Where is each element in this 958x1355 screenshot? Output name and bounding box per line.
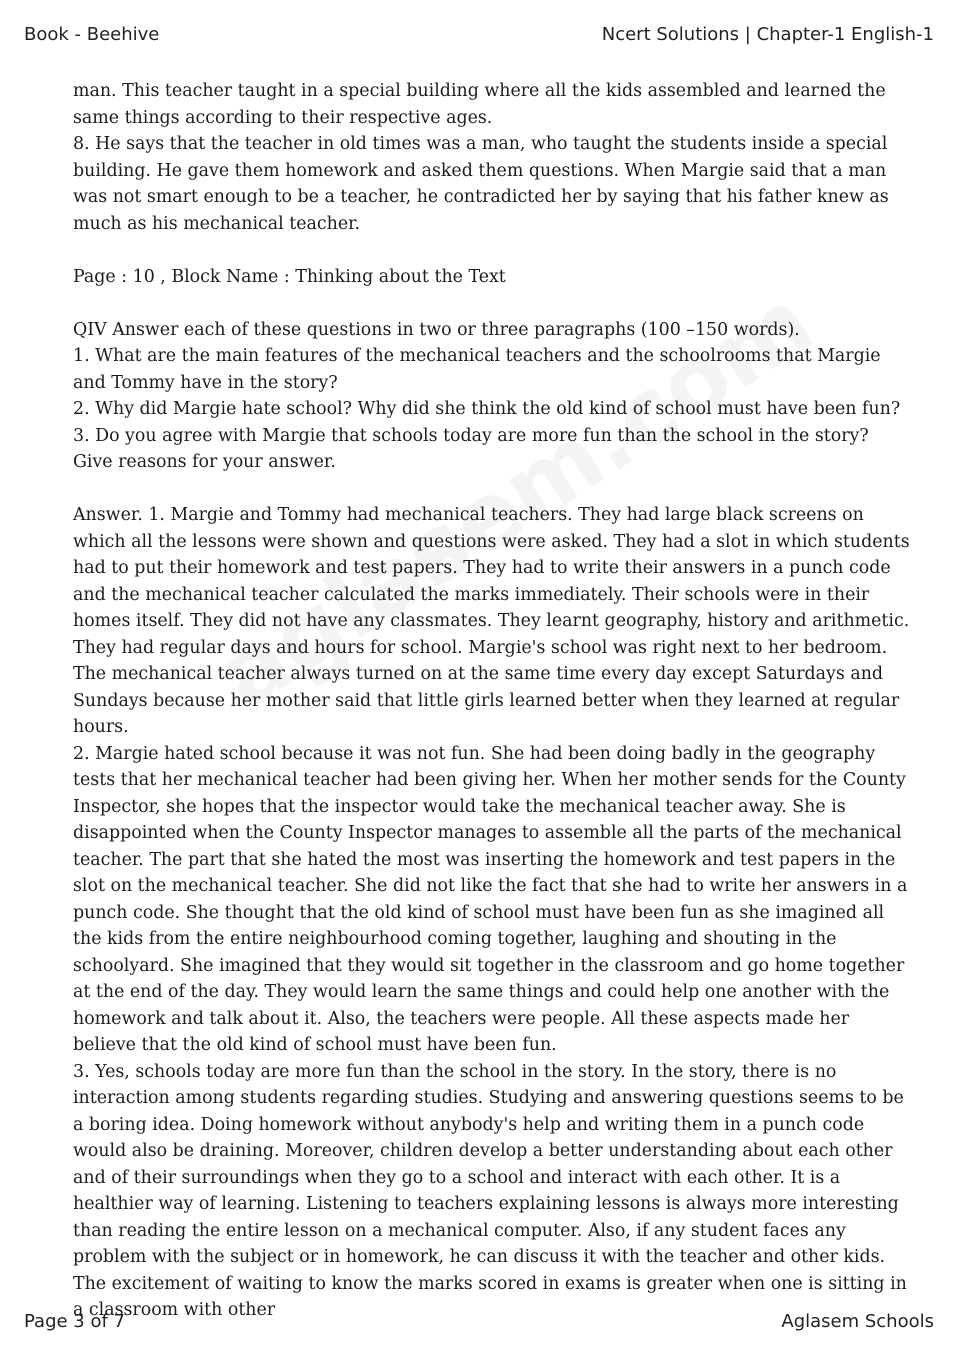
- answer-paragraph: Answer. 1. Margie and Tommy had mechanical teachers. They had large black screens on which all the lessons were shown and questions were asked. They had a slot in which students had to put their homework and test papers. They had to write their answers in a punch code and the mechanical teacher calculated the marks immediately. Their schools were in their homes itself. They did not have any classmates. They learnt geography, history and arithmetic. They had regular days and hours for school. Margie's school was right next to her bedroom. The mechanical teacher always turned on at the same time every day except Saturdays and Sundays because her mother said that little girls learned better when they learned at regular hours.: [73, 505, 910, 737]
- answer-8-paragraph: 8. He says that the teacher in old times was a man, who taught the students inside a special building. He gave them homework and asked them questions. When Margie said that a man was not smart enough to be a teacher, he contradicted her by saying that his father knew as much as his mechanical teacher.: [73, 134, 889, 234]
- document-body: [73, 78, 913, 1324]
- page-footer: [24, 1311, 934, 1332]
- spacer: [73, 290, 913, 317]
- header-book-title: Book - Beehive: [24, 24, 160, 45]
- page-header: [24, 24, 934, 45]
- question-intro: QIV Answer each of these questions in two or three paragraphs (100 –150 words).: [73, 319, 800, 340]
- answer-paragraph: 3. Yes, schools today are more fun than the school in the story. In the story, there is no interaction among students regarding studies. Studying and answering questions seems to be a boring idea. Doing homework without anybody's help and writing them in a punch code would also be draining. Moreover, children develop a better understanding about each other and of their surroundings when they go to a school and interact with each other. It is a healthier way of learning. Listening to teachers explaining lessons is always more interesting than reading the entire lesson on a mechanical computer. Also, if any student faces any problem with the subject or in homework, he can discuss it with the teacher and other kids. The excitement of waiting to know the marks scored in exams is greater when one is sitting in a classroom with other: [73, 1061, 907, 1320]
- question-item: 2. Why did Margie hate school? Why did she think the old kind of school must have been fun?: [73, 399, 901, 419]
- paragraph-continuation: man. This teacher taught in a special building where all the kids assembled and learned the same things according to their respective ages.: [73, 81, 886, 128]
- question-item: 3. Do you agree with Margie that schools today are more fun than the school in the story? Give reasons for your answer.: [73, 425, 869, 472]
- spacer: [73, 237, 913, 264]
- question-item: 1. What are the main features of the mechanical teachers and the schoolrooms that Margie and Tommy have in the story?: [73, 346, 881, 393]
- spacer: [73, 476, 913, 503]
- answer-paragraph: 2. Margie hated school because it was not fun. She had been doing badly in the geography tests that her mechanical teacher had been giving her. When her mother sends for the County Inspector, she hopes that the inspector would take the mechanical teacher away. She is disappointed when the County Inspector manages to assemble all the parts of the mechanical teacher. The part that she hated the most was inserting the homework and test papers in the slot on the mechanical teacher. She did not like the fact that she had to write her answers in a punch code. She thought that the old kind of school must have been fun as she imagined all the kids from the entire neighbourhood coming together, laughing and shouting in the schoolyard. She imagined that they would sit together in the classroom and go home together at the end of the day. They would learn the same things and could help one another with the homework and talk about it. Also, the teachers were people. All these aspects made her believe that the old kind of school must have been fun.: [73, 743, 908, 1055]
- footer-page-number: Page 3 of 7: [24, 1311, 125, 1332]
- header-chapter-title: Ncert Solutions | Chapter-1 English-1: [601, 24, 934, 45]
- block-heading: Page : 10 , Block Name : Thinking about the Text: [73, 266, 506, 287]
- footer-publisher: Aglasem Schools: [781, 1311, 934, 1332]
